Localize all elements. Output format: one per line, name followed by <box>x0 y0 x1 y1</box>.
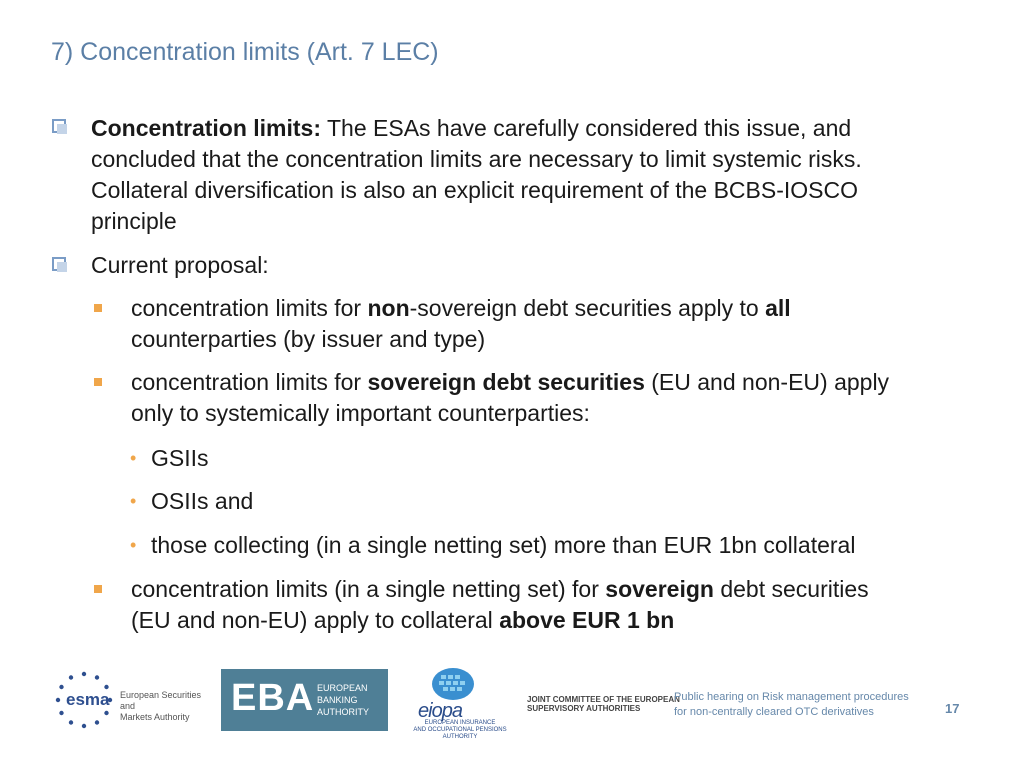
eiopa-wordmark: eiopa <box>418 700 462 722</box>
text: concentration limits for <box>131 369 368 395</box>
text: only to systemically important counterparties: <box>131 400 590 426</box>
joint-committee-label <box>527 695 680 713</box>
esma-wordmark: esma <box>66 690 110 709</box>
text: counterparties (by issuer and type) <box>131 326 486 352</box>
bullet-text: Collateral diversification is also an explicit requirement of the BCBS-IOSCO <box>91 177 858 203</box>
dot-bullet-icon: • <box>130 535 137 555</box>
eiopa-name <box>408 720 512 741</box>
text: Public hearing on Risk management procedures <box>674 691 909 703</box>
text: SUPERVISORY AUTHORITIES <box>527 704 641 713</box>
text: BANKING <box>317 695 358 705</box>
bullet-text: The ESAs have carefully considered this issue, and <box>321 115 852 141</box>
bullet-bold-label: Concentration limits: <box>91 115 322 141</box>
list-item-collecting: those collecting (in a single netting set) more than EUR 1bn collateral <box>151 532 856 558</box>
text: concentration limits (in a single netting set) for <box>131 576 606 602</box>
text: AUTHORITY <box>317 707 370 717</box>
sub-bullet-netting-set <box>131 574 1011 636</box>
text: Markets Authority <box>120 712 190 722</box>
square-bullet-icon <box>94 585 102 593</box>
eba-logo <box>221 669 388 731</box>
page-number: 17 <box>945 701 960 716</box>
square-bullet-icon <box>94 304 102 312</box>
bold-text: all <box>765 295 791 321</box>
bullet-text: principle <box>91 208 177 234</box>
esma-name <box>120 690 212 723</box>
checkbox-bullet-icon <box>52 257 66 271</box>
text: EUROPEAN INSURANCE <box>424 720 496 726</box>
bold-text: non <box>367 295 410 321</box>
text: debt securities <box>713 576 869 602</box>
globe-icon <box>431 667 475 701</box>
text: EUROPEAN <box>317 683 368 693</box>
eba-name <box>317 682 369 718</box>
text: -sovereign debt securities apply to <box>409 295 766 321</box>
bullet-text: concluded that the concentration limits are necessary to limit systemic risks. <box>91 146 862 172</box>
square-bullet-icon <box>94 378 102 386</box>
eiopa-logo <box>404 667 514 740</box>
text: (EU and non-EU) apply <box>644 369 890 395</box>
esma-logo <box>52 668 212 732</box>
bold-text: above EUR 1 bn <box>499 607 675 633</box>
bold-text: sovereign <box>605 576 714 602</box>
dot-bullet-icon: • <box>130 491 137 511</box>
text: AND OCCUPATIONAL PENSIONS AUTHORITY <box>413 727 507 740</box>
bullet-current-proposal: Current proposal: <box>91 252 269 278</box>
eba-wordmark: EBA <box>231 677 315 719</box>
text: JOINT COMMITTEE OF THE EUROPEAN <box>527 695 680 704</box>
list-item-osiis: OSIIs and <box>151 488 254 514</box>
text: for non-centrally cleared OTC derivatives <box>674 706 874 718</box>
bold-text: sovereign debt securities <box>367 369 645 395</box>
dot-bullet-icon: • <box>130 448 137 468</box>
sub-bullet-sovereign <box>131 367 1011 429</box>
text: concentration limits for <box>131 295 368 321</box>
text: (EU and non-EU) apply to collateral <box>131 607 500 633</box>
list-item-gsiis: GSIIs <box>151 445 209 471</box>
checkbox-bullet-icon <box>52 119 66 133</box>
page-title: 7) Concentration limits (Art. 7 LEC) <box>51 38 439 66</box>
bullet-concentration-limits <box>91 113 991 237</box>
text: European Securities and <box>120 690 202 711</box>
sub-bullet-non-sovereign <box>131 293 1001 355</box>
footer-caption <box>674 690 909 720</box>
